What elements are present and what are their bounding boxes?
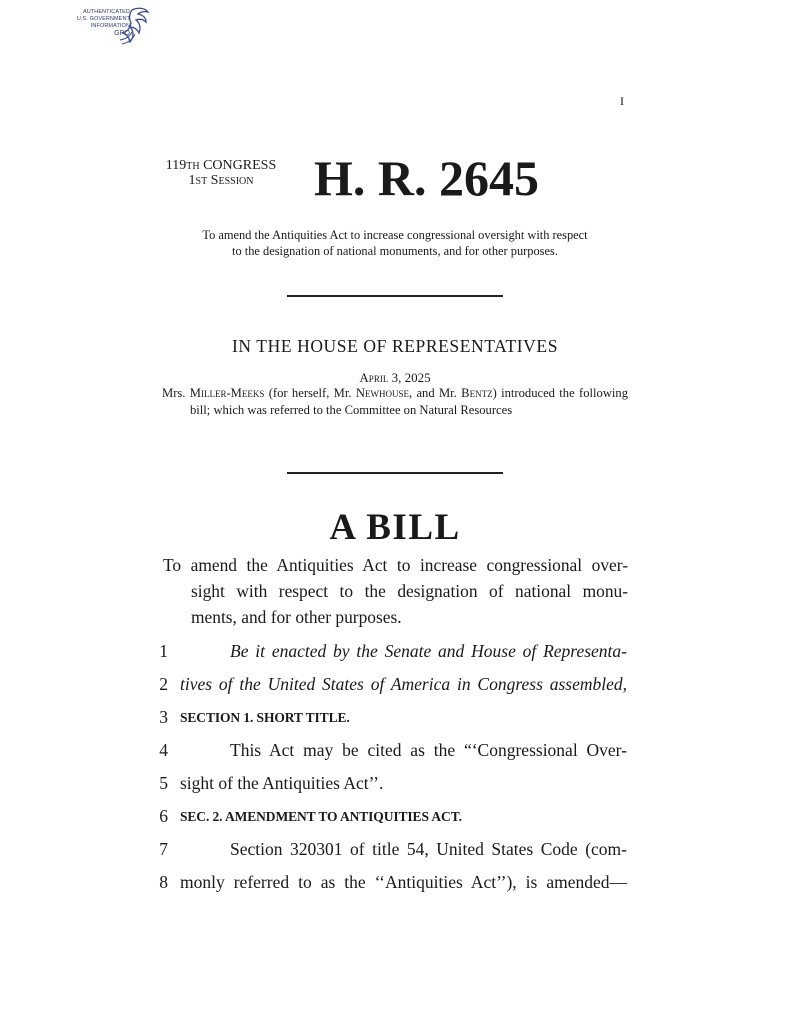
line-number: 5 (159, 773, 168, 793)
enacting-clause: tives of the United States of America in Congress assembled, (180, 674, 627, 694)
seal-line-authenticated: AUTHENTICATED (82, 9, 130, 15)
line-number: 2 (159, 674, 168, 694)
enacting-clause: Be it enacted by the Senate and House of Representa- (230, 641, 627, 661)
line-number: 7 (159, 839, 168, 859)
seal-line-gpo: GPO (114, 30, 130, 37)
intro-text: ) introduced the following bill; which was referred to the Committee on Natural Resources (190, 386, 629, 417)
section-heading: SECTION 1. SHORT TITLE. (180, 710, 350, 725)
introduction-date: April 3, 2025 (359, 370, 431, 385)
short-title-line: to the designation of national monuments, and for other purposes. (232, 244, 558, 258)
seal-line-government: U.S. GOVERNMENT (76, 16, 130, 22)
introduction-statement (162, 385, 628, 418)
cosponsor-name: Newhouse (355, 386, 409, 400)
cosponsor-name: Bentz (461, 386, 493, 400)
long-title-line: To amend the Antiquities Act to increase congressional over- (163, 555, 628, 575)
intro-prefix: Mrs. (162, 386, 190, 400)
numbered-line (150, 674, 630, 706)
short-title (160, 227, 630, 259)
numbered-line (150, 773, 630, 805)
numbered-line (150, 872, 630, 904)
line-number: 4 (159, 740, 168, 760)
sponsor-name: Miller-Meeks (189, 386, 265, 400)
intro-text: , and Mr. (408, 386, 462, 400)
section-text: monly referred to as the ‘‘Antiquities Act’’), is amended— (180, 872, 627, 892)
section-text: sight of the Antiquities Act’’. (180, 773, 384, 793)
numbered-line (150, 839, 630, 871)
line-number: 1 (159, 641, 168, 661)
long-title-line: sight with respect to the designation of national monu- (191, 581, 628, 601)
gpo-authentication-seal (62, 6, 152, 50)
numbered-line (150, 806, 630, 838)
line-number: 6 (159, 806, 168, 826)
numbered-line (150, 707, 630, 739)
congress-number: 119th CONGRESS (165, 158, 277, 173)
document-type-heading: A BILL (329, 507, 461, 548)
numbered-line (150, 740, 630, 772)
numbered-line (150, 641, 630, 673)
intro-text: (for herself, Mr. (264, 386, 356, 400)
short-title-line: To amend the Antiquities Act to increase congressional oversight with respect (202, 228, 588, 242)
line-number: 8 (159, 872, 168, 892)
page-mark: I (620, 94, 624, 108)
line-number: 3 (159, 707, 168, 727)
divider (287, 472, 503, 474)
seal-line-information: INFORMATION (90, 23, 130, 29)
chamber-heading: IN THE HOUSE OF REPRESENTATIVES (231, 336, 559, 356)
long-title-line: ments, and for other purposes. (191, 607, 402, 627)
section-text: Section 320301 of title 54, United States Code (com- (230, 839, 627, 859)
bill-number: H. R. 2645 (314, 150, 539, 206)
congress-session (148, 158, 294, 188)
long-title (163, 552, 628, 630)
session-number: 1st Session (188, 173, 254, 188)
eagle-icon (118, 6, 150, 48)
divider (287, 295, 503, 297)
section-heading: SEC. 2. AMENDMENT TO ANTIQUITIES ACT. (180, 809, 462, 824)
section-text: This Act may be cited as the “‘Congressional Over- (230, 740, 627, 760)
